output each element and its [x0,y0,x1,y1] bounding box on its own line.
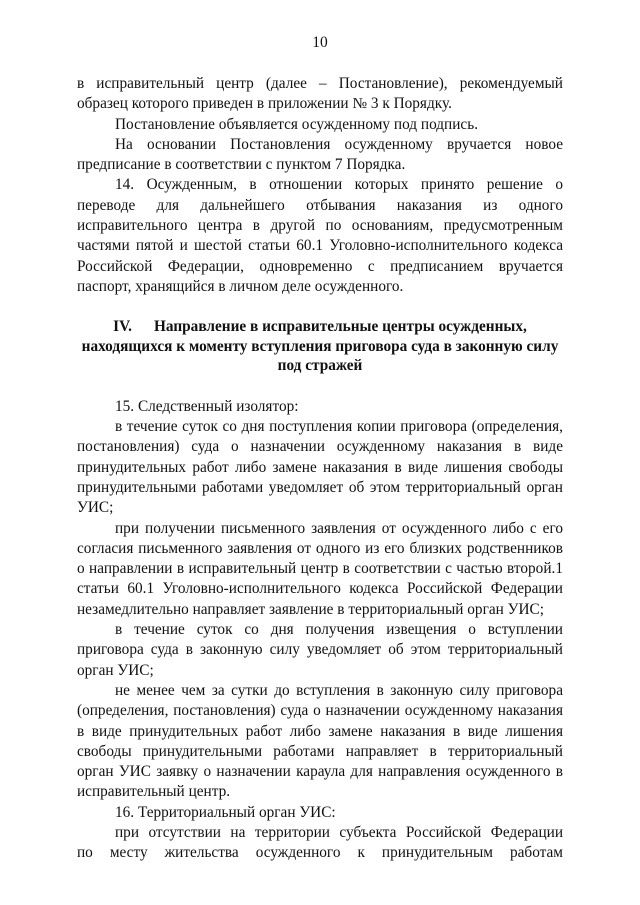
section-title: Направление в исправительные центры осужденных, находящихся к моменту вступления приговора суда в законную силу под стражей [81,318,559,375]
paragraph-16-item-1-line-2: по месту жительства осужденного к принудительным работам [77,844,563,862]
paragraph-16: 16. Территориальный орган УИС: [115,803,336,821]
paragraph-15-item-4: не менее чем за сутки до вступления в законную силу приговора (определения, постановления) суда о назначении осужденному наказания в виде принудительных работ либо замене наказания в виде лишения свободы принудительными работами направляет в территориальный орган УИС заявку о назначении караула для направления осужденного в исправительный центр. [77,681,563,801]
section-number: IV. [113,318,133,336]
section-heading [77,317,563,376]
paragraph-16-item-1-line-1: при отсутствии на территории субъекта Российской Федерации [115,824,563,841]
paragraph-continuation: в исправительный центр (далее – Постановление), рекомендуемый образец которого приведен в приложении № 3 к Порядку. [77,75,563,113]
paragraph-new-order: На основании Постановления осужденному вручается новое предписание в соответствии с пунктом 7 Порядка. [77,135,563,174]
page-number: 10 [312,34,328,51]
paragraph-announcement: Постановление объявляется осужденному под подпись. [115,115,479,133]
paragraph-15-item-2: при получении письменного заявления от осужденного либо с его согласия письменного заявления от одного из его близких родственников о направлении в исправительный центр в соответствии с частью второй.1 статьи 60.1 Уголовно-исполнительного кодекса Российской Федерации незамедлительно направляет заявление в территориальный орган УИС; [77,519,563,618]
paragraph-15: 15. Следственный изолятор: [115,397,299,415]
paragraph-15-item-1: в течение суток со дня поступления копии приговора (определения, постановления) суда о назначении осужденному наказания в виде принудительных работ либо замене наказания в виде лишения свободы принудительными работами уведомляет об этом территориальный орган УИС; [77,418,563,517]
paragraph-14: 14. Осужденным, в отношении которых принято решение о переводе для дальнейшего отбывания наказания из одного исправительного центра в другой по основаниям, предусмотренным частями пятой и шестой статьи 60.1 Уголовно-исполнительного кодекса Российской Федерации, одновременно с предписанием вручается паспорт, хранящийся в личном деле осужденного. [77,176,563,295]
document-body [77,74,563,864]
paragraph-15-item-3: в течение суток со дня получения извещения о вступлении приговора суда в законную силу уведомляет об этом территориальный орган УИС; [77,621,563,679]
